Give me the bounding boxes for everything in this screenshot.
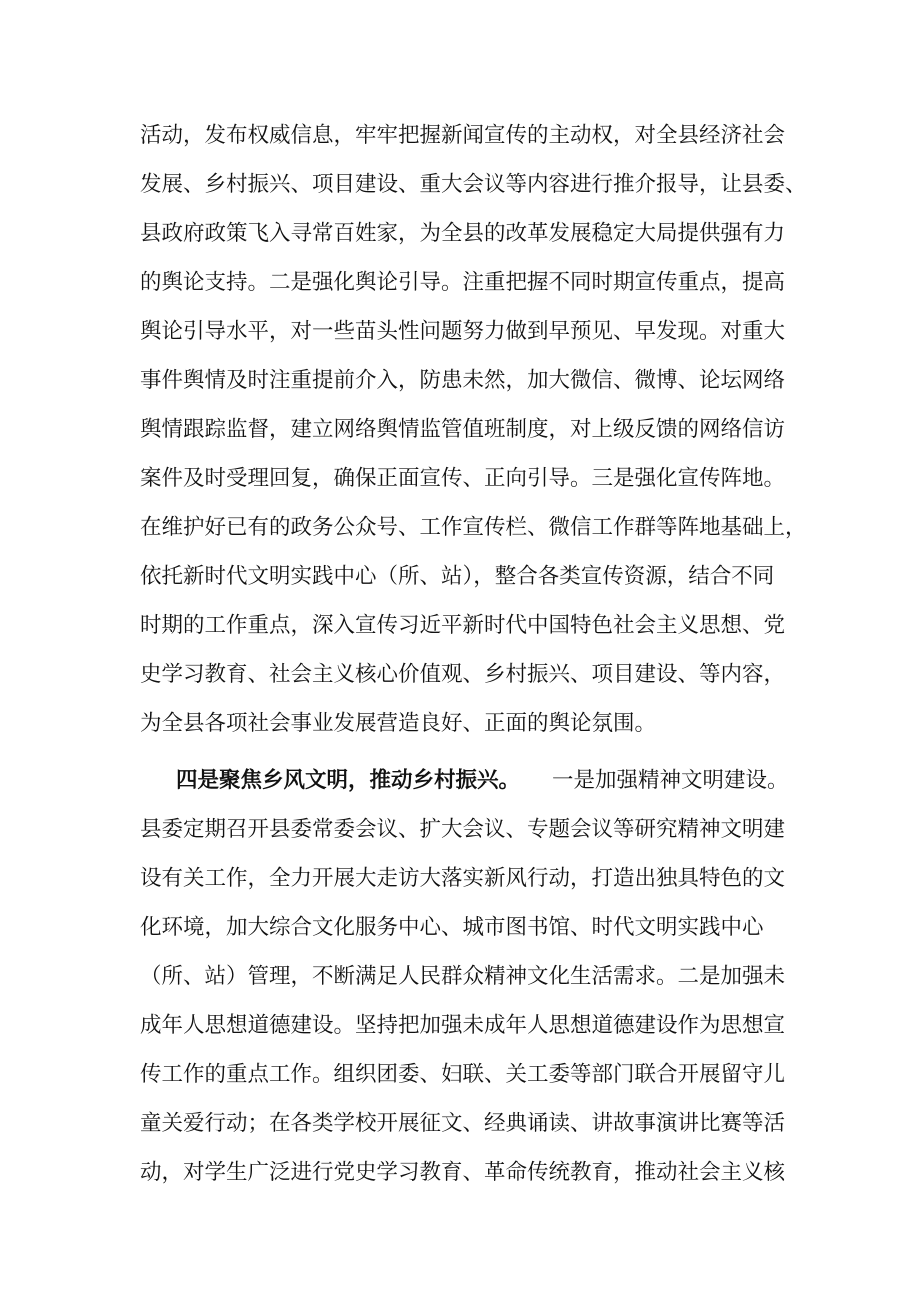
paragraph-line: 的舆论支持。二是强化舆论引导。注重把握不同时期宣传重点，提高 (140, 270, 786, 295)
paragraph-line: 活动，发布权威信息，牢牢把握新闻宣传的主动权，对全县经济社会 (140, 123, 786, 148)
paragraph-line: 事件舆情及时注重提前介入，防患未然，加大微信、微博、论坛网络 (140, 368, 786, 393)
paragraph-line: 县政府政策飞入寻常百姓家，为全县的改革发展稳定大局提供强有力 (140, 221, 786, 246)
paragraph-line: 童关爱行动；在各类学校开展征文、经典诵读、讲故事演讲比赛等活 (140, 1111, 786, 1136)
paragraph-line: 设有关工作，全力开展大走访大落实新风行动，打造出独具特色的文 (140, 866, 786, 891)
paragraph-line: 动，对学生广泛进行党史学习教育、革命传统教育，推动社会主义核 (140, 1160, 786, 1185)
paragraph-line: 县委定期召开县委常委会议、扩大会议、专题会议等研究精神文明建 (140, 817, 786, 842)
first-line-text: 一是加强精神文明建设。 (552, 768, 789, 793)
paragraph-line: 发展、乡村振兴、项目建设、重大会议等内容进行推介报导，让县委、 (140, 172, 807, 197)
paragraph-line: 成年人思想道德建设。坚持把加强未成年人思想道德建设作为思想宣 (140, 1013, 786, 1038)
paragraph-line: （所、站）管理，不断满足人民群众精神文化生活需求。二是加强未 (140, 964, 786, 989)
paragraph-line: 传工作的重点工作。组织团委、妇联、关工委等部门联合开展留守儿 (140, 1062, 786, 1087)
paragraph-first-line (176, 768, 789, 794)
paragraph-line: 案件及时受理回复，确保正面宣传、正向引导。三是强化宣传阵地。 (140, 466, 786, 491)
paragraph-line: 依托新时代文明实践中心（所、站），整合各类宣传资源，结合不同 (140, 564, 775, 589)
section-heading: 四是聚焦乡风文明，推动乡村振兴。 (176, 768, 521, 793)
paragraph-line: 史学习教育、社会主义核心价值观、乡村振兴、项目建设、等内容， (140, 662, 786, 687)
paragraph-line: 时期的工作重点，深入宣传习近平新时代中国特色社会主义思想、党 (140, 613, 786, 638)
paragraph-line: 为全县各项社会事业发展营造良好、正面的舆论氛围。 (140, 711, 657, 736)
paragraph-line: 舆论引导水平，对一些苗头性问题努力做到早预见、早发现。对重大 (140, 319, 786, 344)
paragraph-line: 舆情跟踪监督，建立网络舆情监管值班制度，对上级反馈的网络信访 (140, 417, 786, 442)
paragraph-line: 化环境，加大综合文化服务中心、城市图书馆、时代文明实践中心 (140, 915, 764, 940)
paragraph-line: 在维护好已有的政务公众号、工作宣传栏、微信工作群等阵地基础上， (140, 515, 807, 540)
